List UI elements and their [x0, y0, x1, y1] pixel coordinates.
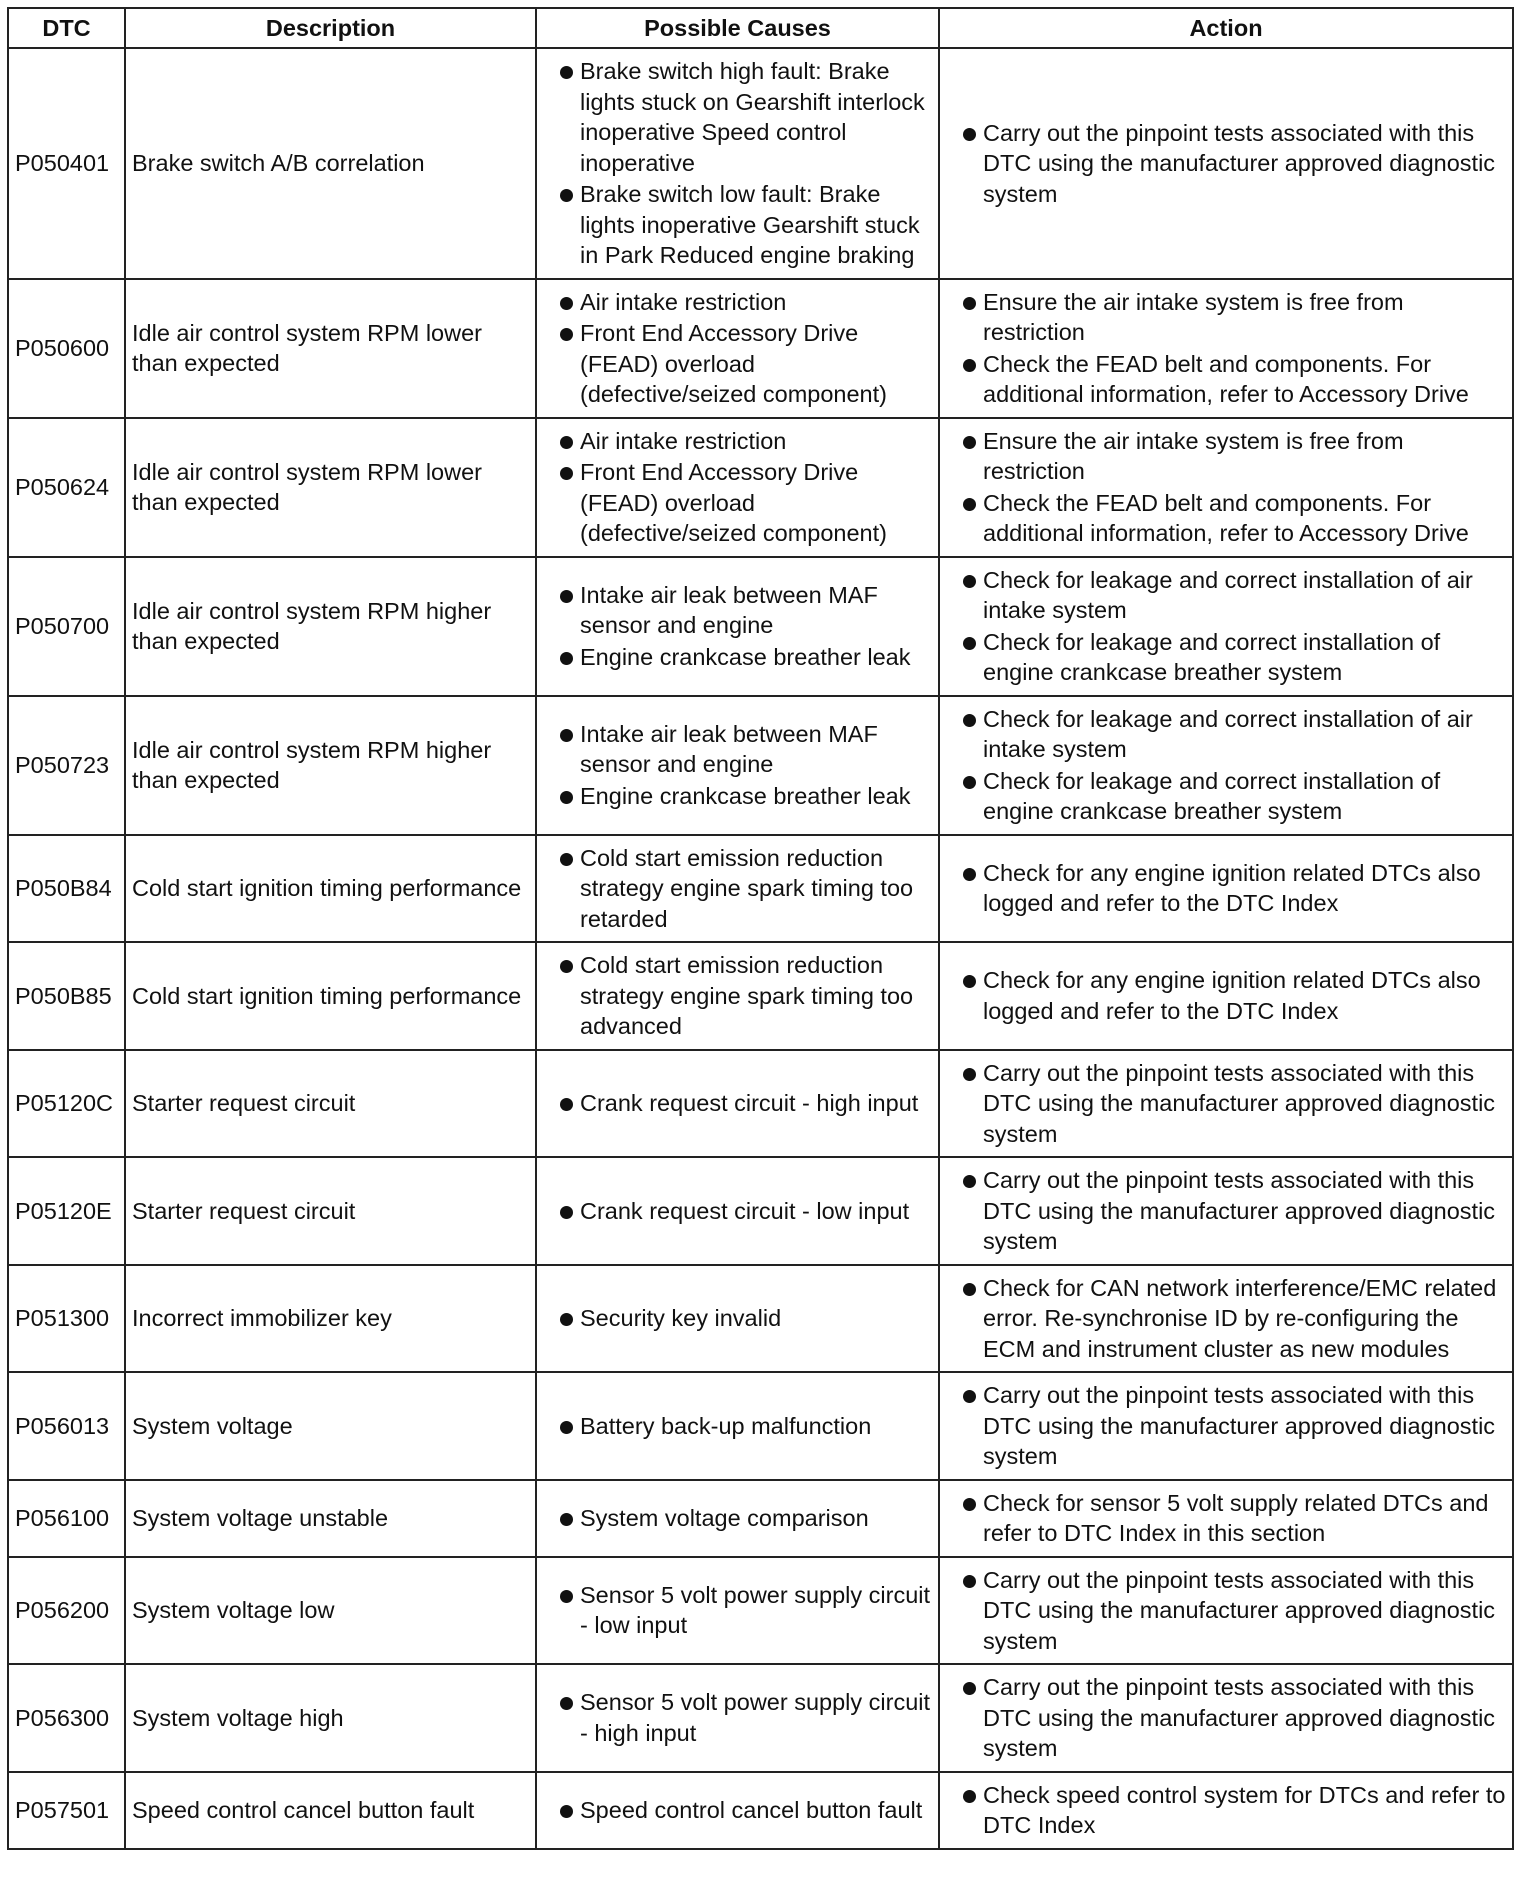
- possible-causes-cell: [536, 557, 939, 696]
- description-cell: System voltage low: [125, 1557, 536, 1665]
- description-cell: System voltage: [125, 1372, 536, 1480]
- action-cell: [939, 1265, 1513, 1373]
- action-bullet-item: Check for any engine ignition related DTCs also logged and refer to the DTC Index: [946, 965, 1506, 1026]
- action-cell-list: [946, 565, 1506, 688]
- possible-causes-cell-list: [543, 426, 932, 549]
- possible-causes-cell-list: [543, 287, 932, 410]
- action-cell: [939, 1772, 1513, 1849]
- action-bullet-item: Carry out the pinpoint tests associated with this DTC using the manufacturer approved diagnostic system: [946, 1672, 1506, 1764]
- table-row: [8, 1557, 1513, 1665]
- table-row: [8, 1050, 1513, 1158]
- action-bullet-item: Carry out the pinpoint tests associated with this DTC using the manufacturer approved diagnostic system: [946, 1058, 1506, 1150]
- dtc-code-cell: P056200: [8, 1557, 125, 1665]
- cause-bullet-item: Speed control cancel button fault: [543, 1795, 932, 1826]
- action-bullet-item: Check for leakage and correct installation of air intake system: [946, 565, 1506, 626]
- action-bullet-item: Check for leakage and correct installation of engine crankcase breather system: [946, 627, 1506, 688]
- action-cell: [939, 1372, 1513, 1480]
- description-cell: System voltage unstable: [125, 1480, 536, 1557]
- cause-bullet-item: Crank request circuit - low input: [543, 1196, 932, 1227]
- possible-causes-cell: [536, 1664, 939, 1772]
- action-bullet-item: Ensure the air intake system is free from restriction: [946, 287, 1506, 348]
- action-cell: [939, 1664, 1513, 1772]
- action-bullet-item: Check for sensor 5 volt supply related DTCs and refer to DTC Index in this section: [946, 1488, 1506, 1549]
- possible-causes-cell: [536, 942, 939, 1050]
- action-cell: [939, 1050, 1513, 1158]
- description-cell: Brake switch A/B correlation: [125, 48, 536, 279]
- dtc-code-cell: P050723: [8, 696, 125, 835]
- possible-causes-cell-list: [543, 1196, 932, 1227]
- action-bullet-item: Ensure the air intake system is free from restriction: [946, 426, 1506, 487]
- cause-bullet-item: Front End Accessory Drive (FEAD) overload (defective/seized component): [543, 318, 932, 410]
- header-dtc: DTC: [8, 8, 125, 48]
- action-cell: [939, 1557, 1513, 1665]
- description-cell: Cold start ignition timing performance: [125, 942, 536, 1050]
- action-cell: [939, 942, 1513, 1050]
- possible-causes-cell-list: [543, 580, 932, 673]
- possible-causes-cell: [536, 279, 939, 418]
- cause-bullet-item: Sensor 5 volt power supply circuit - high input: [543, 1687, 932, 1748]
- cause-bullet-item: Sensor 5 volt power supply circuit - low input: [543, 1580, 932, 1641]
- cause-bullet-item: Battery back-up malfunction: [543, 1411, 932, 1442]
- possible-causes-cell: [536, 835, 939, 943]
- table-row: [8, 557, 1513, 696]
- possible-causes-cell-list: [543, 1687, 932, 1748]
- possible-causes-cell: [536, 418, 939, 557]
- table-row: [8, 835, 1513, 943]
- possible-causes-cell-list: [543, 1795, 932, 1826]
- table-row: [8, 696, 1513, 835]
- dtc-table: [7, 7, 1514, 1850]
- action-cell-list: [946, 858, 1506, 919]
- description-cell: Incorrect immobilizer key: [125, 1265, 536, 1373]
- action-cell: [939, 557, 1513, 696]
- description-cell: Starter request circuit: [125, 1157, 536, 1265]
- table-row: [8, 1157, 1513, 1265]
- possible-causes-cell-list: [543, 719, 932, 812]
- cause-bullet-item: Engine crankcase breather leak: [543, 781, 932, 812]
- action-cell-list: [946, 1780, 1506, 1841]
- action-cell-list: [946, 1565, 1506, 1657]
- table-row: [8, 1480, 1513, 1557]
- action-cell: [939, 279, 1513, 418]
- action-bullet-item: Check the FEAD belt and components. For additional information, refer to Accessory Drive: [946, 488, 1506, 549]
- action-bullet-item: Check for leakage and correct installation of engine crankcase breather system: [946, 766, 1506, 827]
- header-possible-causes: Possible Causes: [536, 8, 939, 48]
- possible-causes-cell-list: [543, 1088, 932, 1119]
- action-cell: [939, 48, 1513, 279]
- dtc-code-cell: P050B84: [8, 835, 125, 943]
- dtc-code-cell: P057501: [8, 1772, 125, 1849]
- action-bullet-item: Check for any engine ignition related DTCs also logged and refer to the DTC Index: [946, 858, 1506, 919]
- cause-bullet-item: Cold start emission reduction strategy engine spark timing too advanced: [543, 950, 932, 1042]
- action-bullet-item: Check for leakage and correct installation of air intake system: [946, 704, 1506, 765]
- possible-causes-cell: [536, 1372, 939, 1480]
- table-row: [8, 279, 1513, 418]
- table-row: [8, 1772, 1513, 1849]
- possible-causes-cell: [536, 48, 939, 279]
- possible-causes-cell: [536, 1480, 939, 1557]
- cause-bullet-item: Air intake restriction: [543, 287, 932, 318]
- cause-bullet-item: Air intake restriction: [543, 426, 932, 457]
- description-cell: Starter request circuit: [125, 1050, 536, 1158]
- possible-causes-cell-list: [543, 56, 932, 271]
- possible-causes-cell-list: [543, 843, 932, 935]
- description-cell: Cold start ignition timing performance: [125, 835, 536, 943]
- cause-bullet-item: Intake air leak between MAF sensor and engine: [543, 580, 932, 641]
- action-cell: [939, 835, 1513, 943]
- table-row: [8, 942, 1513, 1050]
- dtc-code-cell: P050700: [8, 557, 125, 696]
- action-cell-list: [946, 965, 1506, 1026]
- dtc-code-cell: P050B85: [8, 942, 125, 1050]
- table-row: [8, 1372, 1513, 1480]
- table-header-row: [8, 8, 1513, 48]
- action-cell-list: [946, 1058, 1506, 1150]
- possible-causes-cell: [536, 1157, 939, 1265]
- action-bullet-item: Check the FEAD belt and components. For additional information, refer to Accessory Drive: [946, 349, 1506, 410]
- cause-bullet-item: System voltage comparison: [543, 1503, 932, 1534]
- possible-causes-cell-list: [543, 950, 932, 1042]
- action-bullet-item: Carry out the pinpoint tests associated with this DTC using the manufacturer approved diagnostic system: [946, 1165, 1506, 1257]
- cause-bullet-item: Brake switch high fault: Brake lights stuck on Gearshift interlock inoperative Speed control inoperative: [543, 56, 932, 178]
- table-row: [8, 1664, 1513, 1772]
- action-cell-list: [946, 704, 1506, 827]
- action-cell-list: [946, 426, 1506, 549]
- description-cell: Idle air control system RPM higher than expected: [125, 696, 536, 835]
- cause-bullet-item: Brake switch low fault: Brake lights inoperative Gearshift stuck in Park Reduced engine braking: [543, 179, 932, 271]
- action-cell: [939, 1480, 1513, 1557]
- dtc-code-cell: P051300: [8, 1265, 125, 1373]
- description-cell: Idle air control system RPM higher than expected: [125, 557, 536, 696]
- action-cell-list: [946, 1273, 1506, 1365]
- possible-causes-cell-list: [543, 1503, 932, 1534]
- header-action: Action: [939, 8, 1513, 48]
- possible-causes-cell-list: [543, 1303, 932, 1334]
- cause-bullet-item: Crank request circuit - high input: [543, 1088, 932, 1119]
- action-cell-list: [946, 118, 1506, 210]
- possible-causes-cell: [536, 1265, 939, 1373]
- dtc-code-cell: P050624: [8, 418, 125, 557]
- description-cell: Idle air control system RPM lower than expected: [125, 279, 536, 418]
- action-bullet-item: Check for CAN network interference/EMC related error. Re-synchronise ID by re-configuring the ECM and instrument cluster as new modules: [946, 1273, 1506, 1365]
- cause-bullet-item: Engine crankcase breather leak: [543, 642, 932, 673]
- description-cell: Idle air control system RPM lower than expected: [125, 418, 536, 557]
- cause-bullet-item: Intake air leak between MAF sensor and engine: [543, 719, 932, 780]
- action-bullet-item: Carry out the pinpoint tests associated with this DTC using the manufacturer approved diagnostic system: [946, 1380, 1506, 1472]
- possible-causes-cell: [536, 696, 939, 835]
- action-cell: [939, 418, 1513, 557]
- action-bullet-item: Check speed control system for DTCs and refer to DTC Index: [946, 1780, 1506, 1841]
- header-description: Description: [125, 8, 536, 48]
- cause-bullet-item: Cold start emission reduction strategy engine spark timing too retarded: [543, 843, 932, 935]
- action-cell-list: [946, 1165, 1506, 1257]
- description-cell: Speed control cancel button fault: [125, 1772, 536, 1849]
- action-cell-list: [946, 1380, 1506, 1472]
- description-cell: System voltage high: [125, 1664, 536, 1772]
- possible-causes-cell: [536, 1772, 939, 1849]
- table-row: [8, 418, 1513, 557]
- dtc-code-cell: P056100: [8, 1480, 125, 1557]
- cause-bullet-item: Security key invalid: [543, 1303, 932, 1334]
- possible-causes-cell-list: [543, 1580, 932, 1641]
- dtc-code-cell: P05120E: [8, 1157, 125, 1265]
- action-cell-list: [946, 287, 1506, 410]
- table-row: [8, 48, 1513, 279]
- cause-bullet-item: Front End Accessory Drive (FEAD) overload (defective/seized component): [543, 457, 932, 549]
- dtc-code-cell: P056013: [8, 1372, 125, 1480]
- action-bullet-item: Carry out the pinpoint tests associated with this DTC using the manufacturer approved diagnostic system: [946, 1565, 1506, 1657]
- possible-causes-cell-list: [543, 1411, 932, 1442]
- action-cell-list: [946, 1672, 1506, 1764]
- possible-causes-cell: [536, 1557, 939, 1665]
- dtc-code-cell: P05120C: [8, 1050, 125, 1158]
- action-bullet-item: Carry out the pinpoint tests associated with this DTC using the manufacturer approved diagnostic system: [946, 118, 1506, 210]
- action-cell: [939, 696, 1513, 835]
- action-cell: [939, 1157, 1513, 1265]
- dtc-code-cell: P050401: [8, 48, 125, 279]
- action-cell-list: [946, 1488, 1506, 1549]
- possible-causes-cell: [536, 1050, 939, 1158]
- table-row: [8, 1265, 1513, 1373]
- dtc-code-cell: P056300: [8, 1664, 125, 1772]
- dtc-code-cell: P050600: [8, 279, 125, 418]
